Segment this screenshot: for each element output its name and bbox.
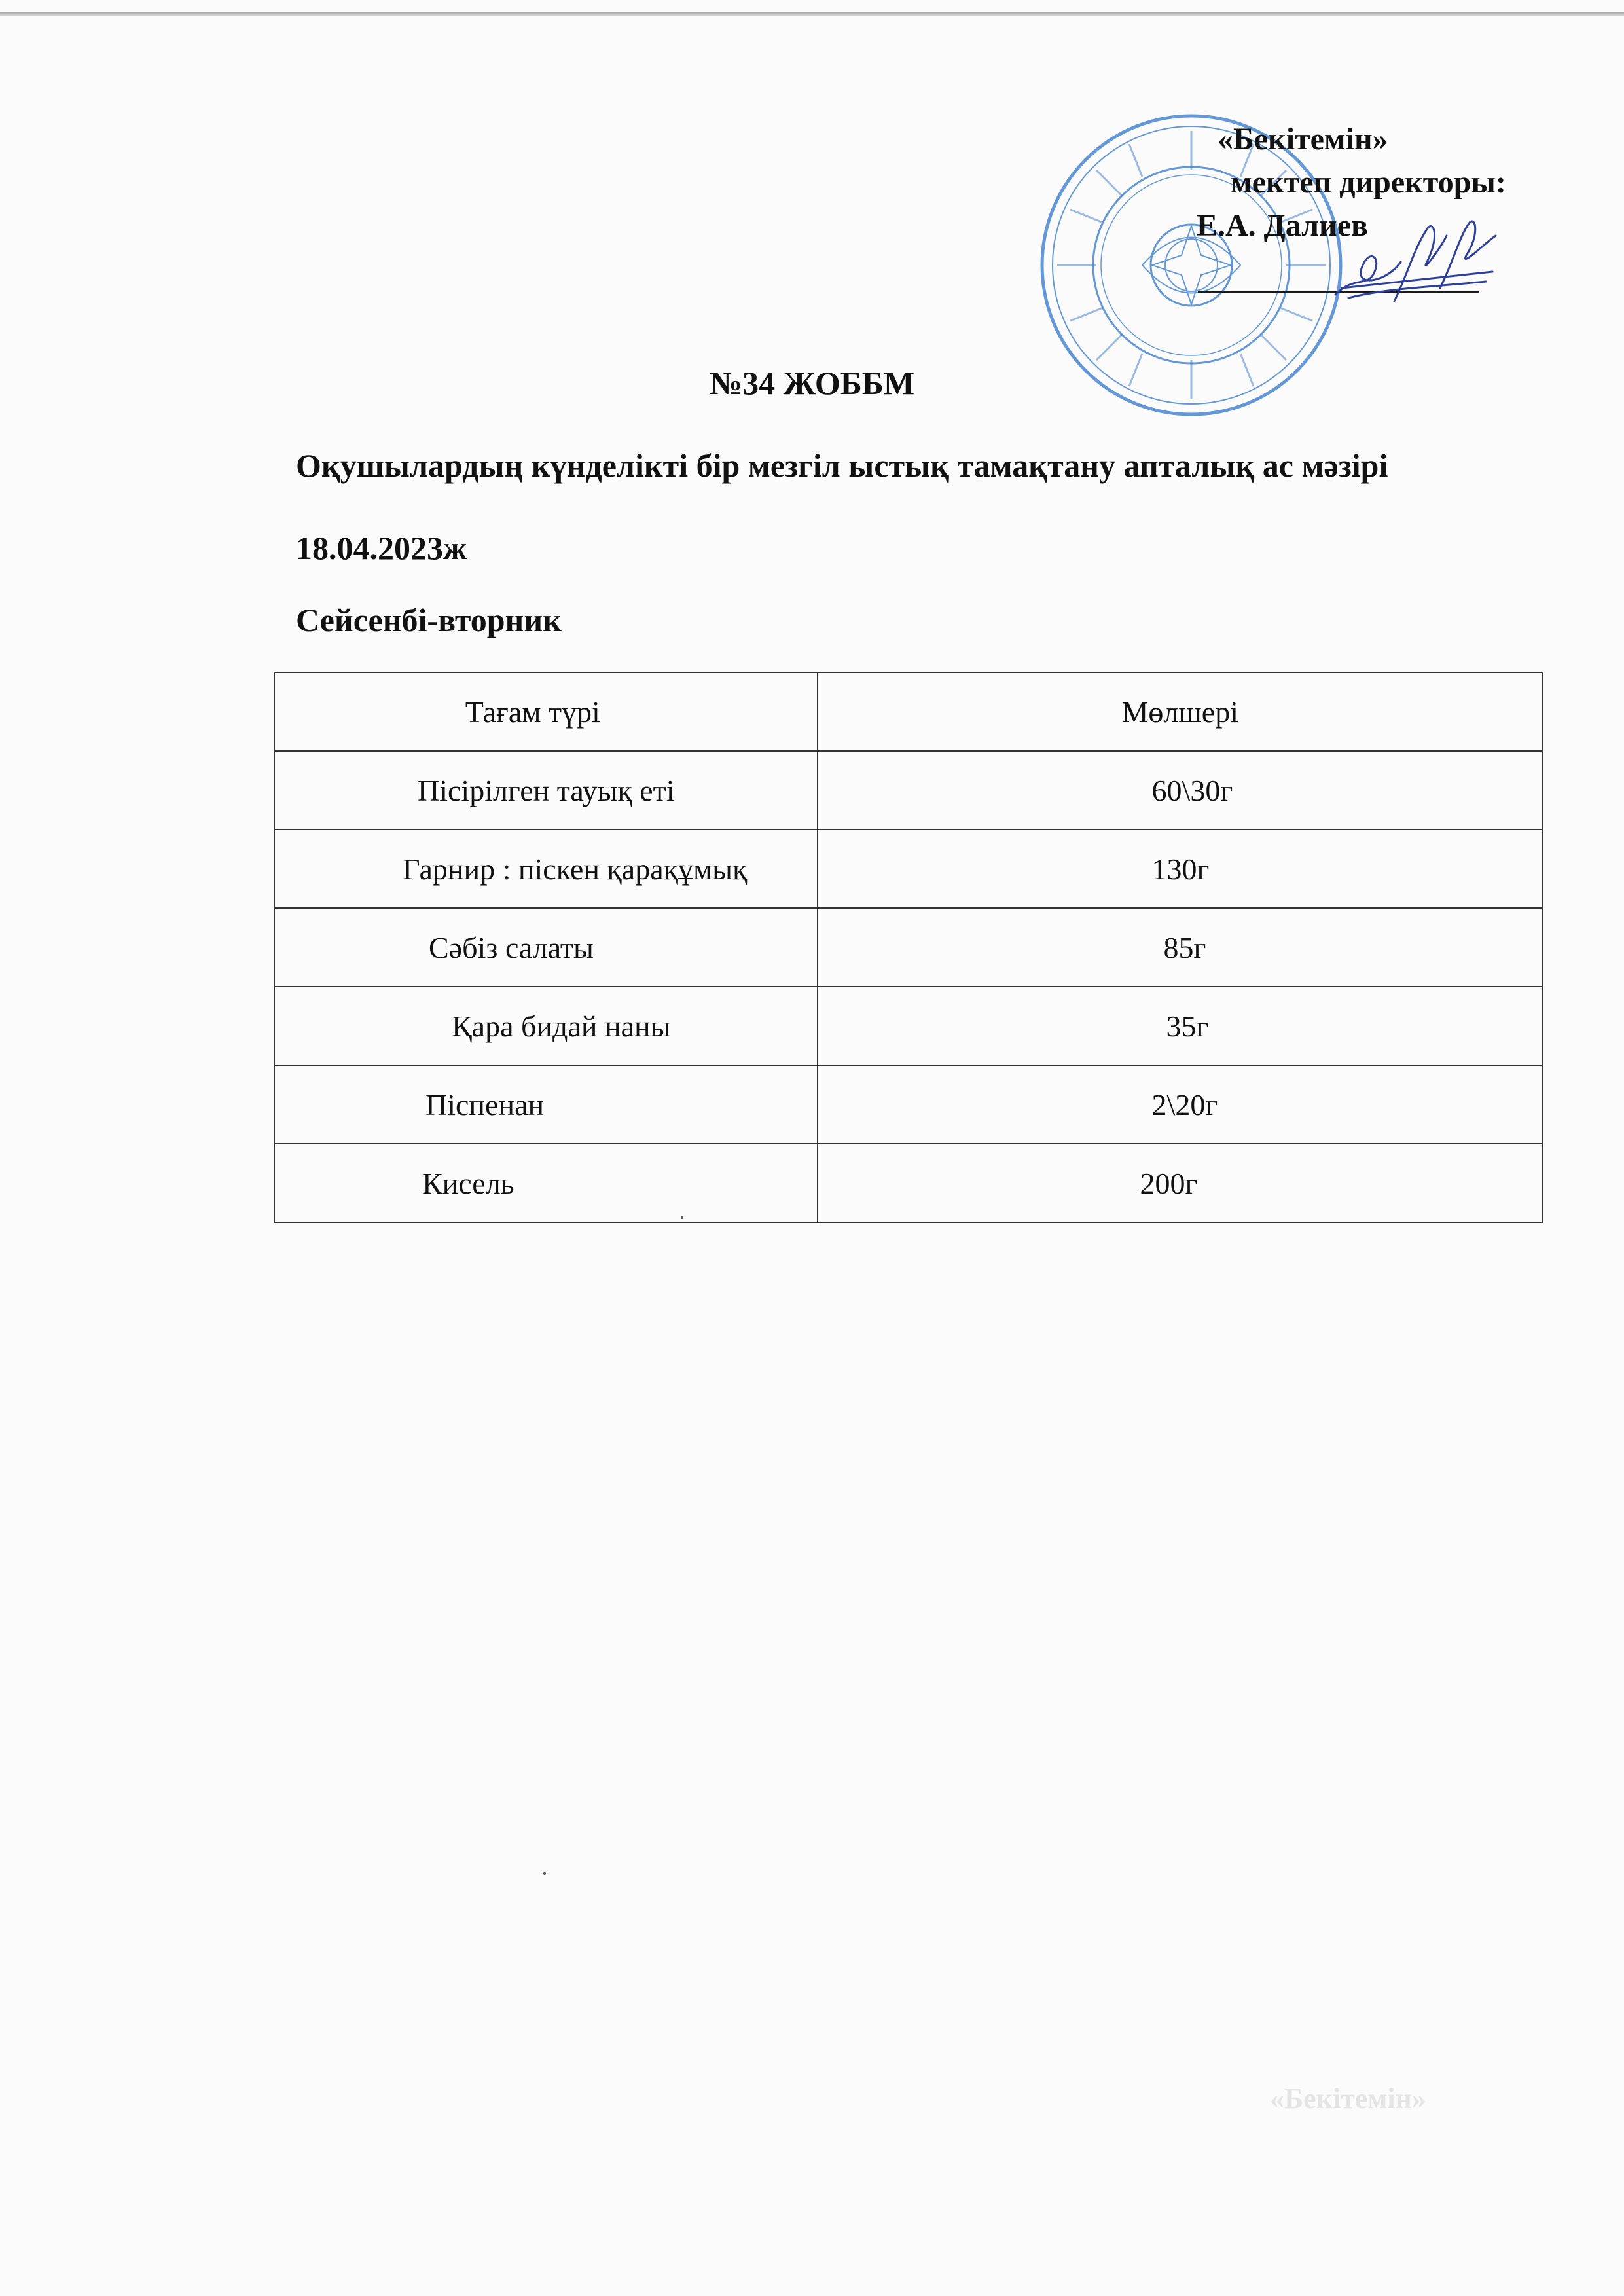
amount-cell: 2\20г (818, 1065, 1543, 1144)
dish-cell: Пісірілген тауық еті (274, 751, 818, 829)
amount-cell: 60\30г (818, 751, 1543, 829)
dish-cell: Кисель (274, 1144, 818, 1222)
menu-table (274, 672, 1543, 1223)
dish-cell: Қара бидай наны (274, 987, 818, 1065)
table-row (274, 987, 1543, 1065)
menu-date: 18.04.2023ж (296, 530, 467, 566)
scan-speck (681, 1216, 683, 1219)
approval-title: «Бекітемін» (1218, 122, 1388, 156)
scan-edge-line (0, 12, 1624, 16)
table-row (274, 751, 1543, 829)
column-header-amount: Мөлшері (818, 672, 1543, 751)
scan-speck (543, 1872, 546, 1875)
table-row (274, 1065, 1543, 1144)
amount-cell: 200г (818, 1144, 1543, 1222)
director-signature (1329, 210, 1499, 321)
amount-cell: 35г (818, 987, 1543, 1065)
table-row (274, 829, 1543, 908)
table-header-row (274, 672, 1543, 751)
menu-heading: Оқушылардың күнделікті бір мезгіл ыстық тамақтану апталық ас мәзірі (296, 447, 1388, 484)
table-row (274, 908, 1543, 987)
dish-cell: Сәбіз салаты (274, 908, 818, 987)
column-header-dish: Тағам түрі (274, 672, 818, 751)
dish-cell: Піспенан (274, 1065, 818, 1144)
school-name: №34 ЖОББМ (709, 365, 915, 401)
dish-cell: Гарнир : піскен қарақұмық (274, 829, 818, 908)
approval-position: мектеп директоры: (1231, 165, 1506, 200)
bleed-through-text: «Бекітемін» (1270, 2083, 1426, 2115)
amount-cell: 130г (818, 829, 1543, 908)
menu-day: Сейсенбі-вторник (296, 602, 562, 638)
table-row (274, 1144, 1543, 1222)
approval-director-name: Е.А. Далиев (1197, 208, 1368, 243)
amount-cell: 85г (818, 908, 1543, 987)
